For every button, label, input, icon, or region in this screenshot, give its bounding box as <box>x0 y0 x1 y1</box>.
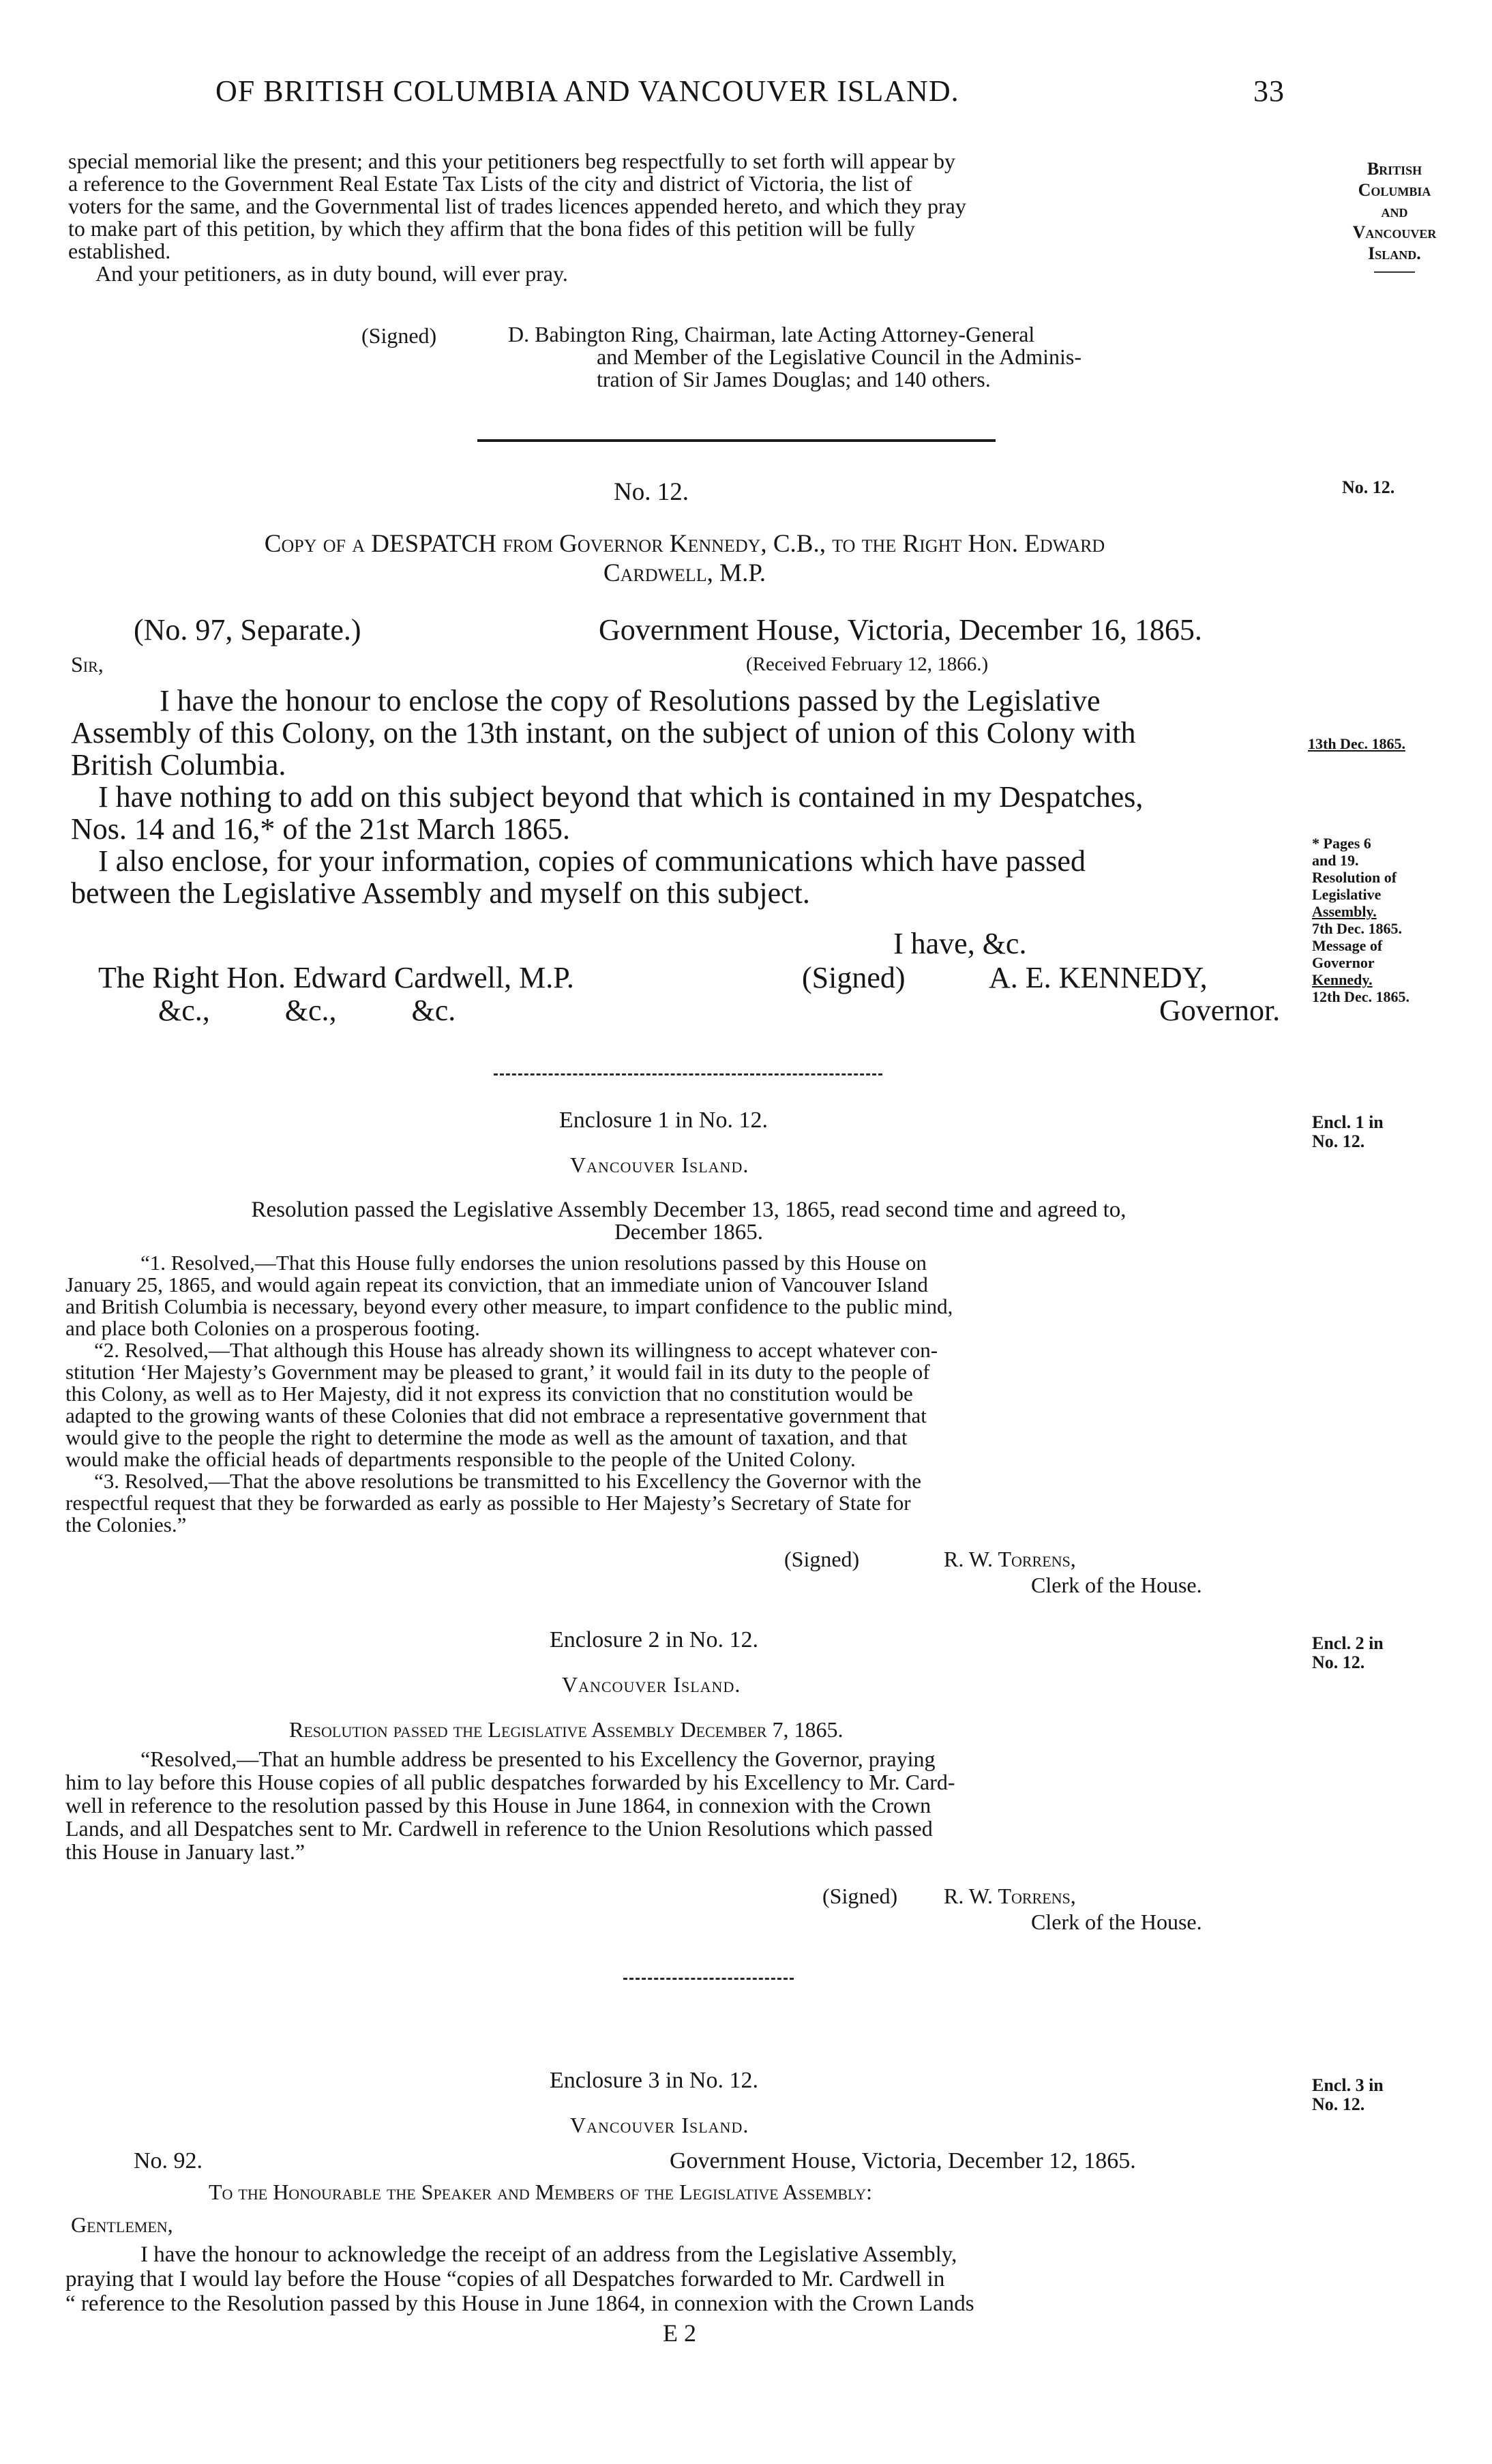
despatch-title <box>71 529 1298 588</box>
body-line: January 25, 1865, and would again repeat its conviction, that an immediate union of Vancouver Island <box>65 1273 928 1296</box>
despatch-title-line: Copy of a DESPATCH from Governor Kennedy, C.B., to the Right Hon. Edward <box>264 530 1105 558</box>
margin-text: 12th Dec. 1865. <box>1312 988 1409 1005</box>
despatch-line: I have the honour to enclose the copy of Resolutions passed by the Legislative <box>160 684 1101 717</box>
body-line: “2. Resolved,—That although this House has already shown its willingness to accept whatever con- <box>94 1338 938 1362</box>
margin-text: Resolution of <box>1312 869 1397 886</box>
body-line: well in reference to the resolution passed by this House in June 1864, in connexion with the Crown <box>65 1793 931 1817</box>
despatch-ref: (No. 97, Separate.) <box>134 613 361 647</box>
despatch-title-line: Cardwell, M.P. <box>603 559 766 587</box>
petition-pray: And your petitioners, as in duty bound, will ever pray. <box>95 261 568 286</box>
section-rule <box>494 1073 882 1075</box>
despatch-number: No. 12. <box>614 478 689 506</box>
despatch-closing: I have, &c. <box>893 927 1027 960</box>
margin-text: Columbia <box>1358 180 1431 200</box>
body-line: stitution ‘Her Majesty’s Government may be pleased to grant,’ it would fail in its duty to the people of <box>65 1360 930 1384</box>
petition-line: to make part of this petition, by which they affirm that the bona fides of this petition will be fully <box>68 216 915 241</box>
enclosure2-heading: Enclosure 2 in No. 12. <box>550 1627 758 1652</box>
enclosure2-signer: R. W. Torrens, <box>944 1884 1076 1908</box>
margin-text: Kennedy. <box>1312 971 1373 988</box>
body-line: I have the honour to acknowledge the receipt of an address from the Legislative Assembly, <box>140 2242 957 2267</box>
despatch-line: I also enclose, for your information, copies of communications which have passed <box>98 844 1086 878</box>
despatch-received: (Received February 12, 1866.) <box>746 653 989 675</box>
signature-line: tration of Sir James Douglas; and 140 others. <box>597 367 991 391</box>
enclosure3-heading: Enclosure 3 in No. 12. <box>550 2068 758 2093</box>
margin-text: Assembly. <box>1312 903 1377 920</box>
body-line: “3. Resolved,—That the above resolutions be transmitted to his Excellency the Governor with the <box>94 1469 921 1493</box>
section-rule <box>477 439 996 442</box>
body-line: “Resolved,—That an humble address be presented to his Excellency the Governor, praying <box>140 1747 936 1771</box>
margin-text: Governor <box>1312 954 1375 971</box>
petition-line: special memorial like the present; and this your petitioners beg respectfully to set forth will appear by <box>68 149 955 173</box>
despatch-line: Nos. 14 and 16,* of the 21st March 1865. <box>71 812 571 846</box>
margin-text: 7th Dec. 1865. <box>1312 920 1402 937</box>
margin-text: Message of <box>1312 937 1383 954</box>
despatch-place-date: Government House, Victoria, December 16, 1865. <box>599 613 1202 647</box>
body-line: this Colony, as well as to Her Majesty, did it not express its conviction that no constitution would be <box>65 1382 913 1406</box>
enclosure1-body <box>65 1252 1302 1536</box>
despatch-signer-title: Governor. <box>1159 994 1281 1027</box>
margin-text: Encl. 2 in <box>1312 1633 1384 1653</box>
margin-text: Vancouver <box>1352 222 1437 242</box>
enclosure2-signer-title: Clerk of the House. <box>1031 1910 1202 1934</box>
enclosure3-addressee <box>209 2180 872 2205</box>
enclosure3-number: No. 92. <box>134 2148 203 2173</box>
margin-text: and <box>1381 201 1408 221</box>
margin-text: Island. <box>1368 243 1421 263</box>
margin-encl3 <box>1312 2076 1384 2114</box>
margin-text: British <box>1367 159 1422 179</box>
petition-line: voters for the same, and the Governmental list of trades licences appended hereto, and which they pray <box>68 194 966 218</box>
despatch-line: between the Legislative Assembly and myself on this subject. <box>71 876 810 910</box>
body-line: respectful request that they be forwarded as early as possible to Her Majesty’s Secretary of State for <box>65 1491 911 1515</box>
petition-continuation <box>68 150 1309 285</box>
body-line: this House in January last.” <box>65 1839 305 1864</box>
margin-text: and 19. <box>1312 852 1359 869</box>
body-line: would make the official heads of departments responsible to the people of the United Colony. <box>65 1447 856 1471</box>
enclosure3-body <box>65 2242 1302 2316</box>
enclosure2-place: Vancouver Island. <box>562 1672 741 1697</box>
enclosure1-signer-title: Clerk of the House. <box>1031 1573 1202 1597</box>
margin-divider <box>1374 271 1415 273</box>
despatch-addressee: The Right Hon. Edward Cardwell, M.P. <box>98 961 574 994</box>
enclosure2-body <box>65 1747 1302 1863</box>
petition-line: a reference to the Government Real Estate Tax Lists of the city and district of Victoria, the list of <box>68 171 912 196</box>
margin-dec13: 13th Dec. 1865. <box>1308 735 1405 752</box>
margin-encl2 <box>1312 1634 1384 1672</box>
petition-signed-label: (Signed) <box>361 323 437 348</box>
body-line: the Colonies.” <box>65 1513 187 1537</box>
margin-text: Legislative <box>1312 886 1382 903</box>
enclosure1-signer: R. W. Torrens, <box>944 1547 1076 1571</box>
despatch-signer: A. E. KENNEDY, <box>989 961 1208 994</box>
signature-mark: E 2 <box>663 2319 696 2347</box>
margin-text: No. 12. <box>1312 1652 1365 1672</box>
margin-encl1 <box>1312 1113 1384 1151</box>
section-rule <box>623 1978 794 1980</box>
petition-signature <box>508 323 1285 391</box>
enclosure2-resolution <box>289 1717 843 1742</box>
resolution-line: Resolution passed the Legislative Assembly December 13, 1865, read second time and agreed to, <box>251 1198 1127 1222</box>
page-number: 33 <box>1253 74 1285 108</box>
despatch-line: I have nothing to add on this subject beyond that which is contained in my Despatches, <box>98 780 1144 814</box>
margin-despatch-notes <box>1312 835 1462 1005</box>
body-line: adapted to the growing wants of these Colonies that did not embrace a representative government that <box>65 1404 927 1427</box>
enclosure1-resolution <box>102 1199 1275 1244</box>
margin-text: No. 12. <box>1312 2094 1365 2114</box>
resolution-line: December 1865. <box>614 1220 764 1245</box>
signature-line: and Member of the Legislative Council in the Adminis- <box>597 344 1081 369</box>
body-line: “1. Resolved,—That this House fully endorses the union resolutions passed by this House on <box>140 1251 927 1275</box>
margin-no12: No. 12. <box>1342 477 1395 497</box>
enclosure1-heading: Enclosure 1 in No. 12. <box>559 1108 768 1133</box>
despatch-line: British Columbia. <box>71 748 286 782</box>
enclosure1-signed-label: (Signed) <box>784 1547 860 1571</box>
running-header-title: OF BRITISH COLUMBIA AND VANCOUVER ISLAND. <box>215 74 959 108</box>
margin-text: Encl. 1 in <box>1312 1112 1384 1132</box>
enclosure3-place: Vancouver Island. <box>570 2113 749 2137</box>
body-line: “ reference to the Resolution passed by this House in June 1864, in connexion with the Crown Lands <box>65 2291 974 2316</box>
resolution-text: Resolution passed the Legislative Assembly December 7, 1865. <box>289 1717 844 1742</box>
body-line: and place both Colonies on a prosperous footing. <box>65 1316 480 1340</box>
despatch-line: Assembly of this Colony, on the 13th instant, on the subject of union of this Colony with <box>71 716 1136 749</box>
enclosure3-place-date: Government House, Victoria, December 12, 1865. <box>670 2148 1136 2173</box>
petition-line: established. <box>68 239 171 263</box>
body-line: praying that I would lay before the House “copies of all Despatches forwarded to Mr. Cardwell in <box>65 2267 945 2291</box>
despatch-signed-label: (Signed) <box>802 961 906 994</box>
signature-line: D. Babington Ring, Chairman, late Acting Attorney-General <box>508 322 1035 346</box>
despatch-etc: &c., &c., &c. <box>158 994 456 1027</box>
addressee-text: To the Honourable the Speaker and Members of the Legislative Assembly: <box>209 2180 873 2204</box>
margin-text: * Pages 6 <box>1312 835 1371 852</box>
enclosure1-place: Vancouver Island. <box>570 1153 749 1177</box>
body-line: Lands, and all Despatches sent to Mr. Cardwell in reference to the Union Resolutions which passed <box>65 1816 933 1841</box>
margin-text: No. 12. <box>1312 1131 1365 1151</box>
body-line: would give to the people the right to determine the mode as well as the amount of taxation, and that <box>65 1425 908 1449</box>
margin-note-colony <box>1326 158 1463 264</box>
despatch-body <box>71 685 1298 909</box>
body-line: and British Columbia is necessary, beyond every other measure, to impart confidence to the public mind, <box>65 1294 953 1318</box>
margin-text: Encl. 3 in <box>1312 2075 1384 2095</box>
enclosure3-salutation: Gentlemen, <box>71 2212 173 2237</box>
body-line: him to lay before this House copies of all public despatches forwarded by his Excellency to Mr. Card- <box>65 1770 955 1794</box>
despatch-salutation: Sir, <box>71 652 104 677</box>
enclosure2-signed-label: (Signed) <box>822 1884 898 1908</box>
